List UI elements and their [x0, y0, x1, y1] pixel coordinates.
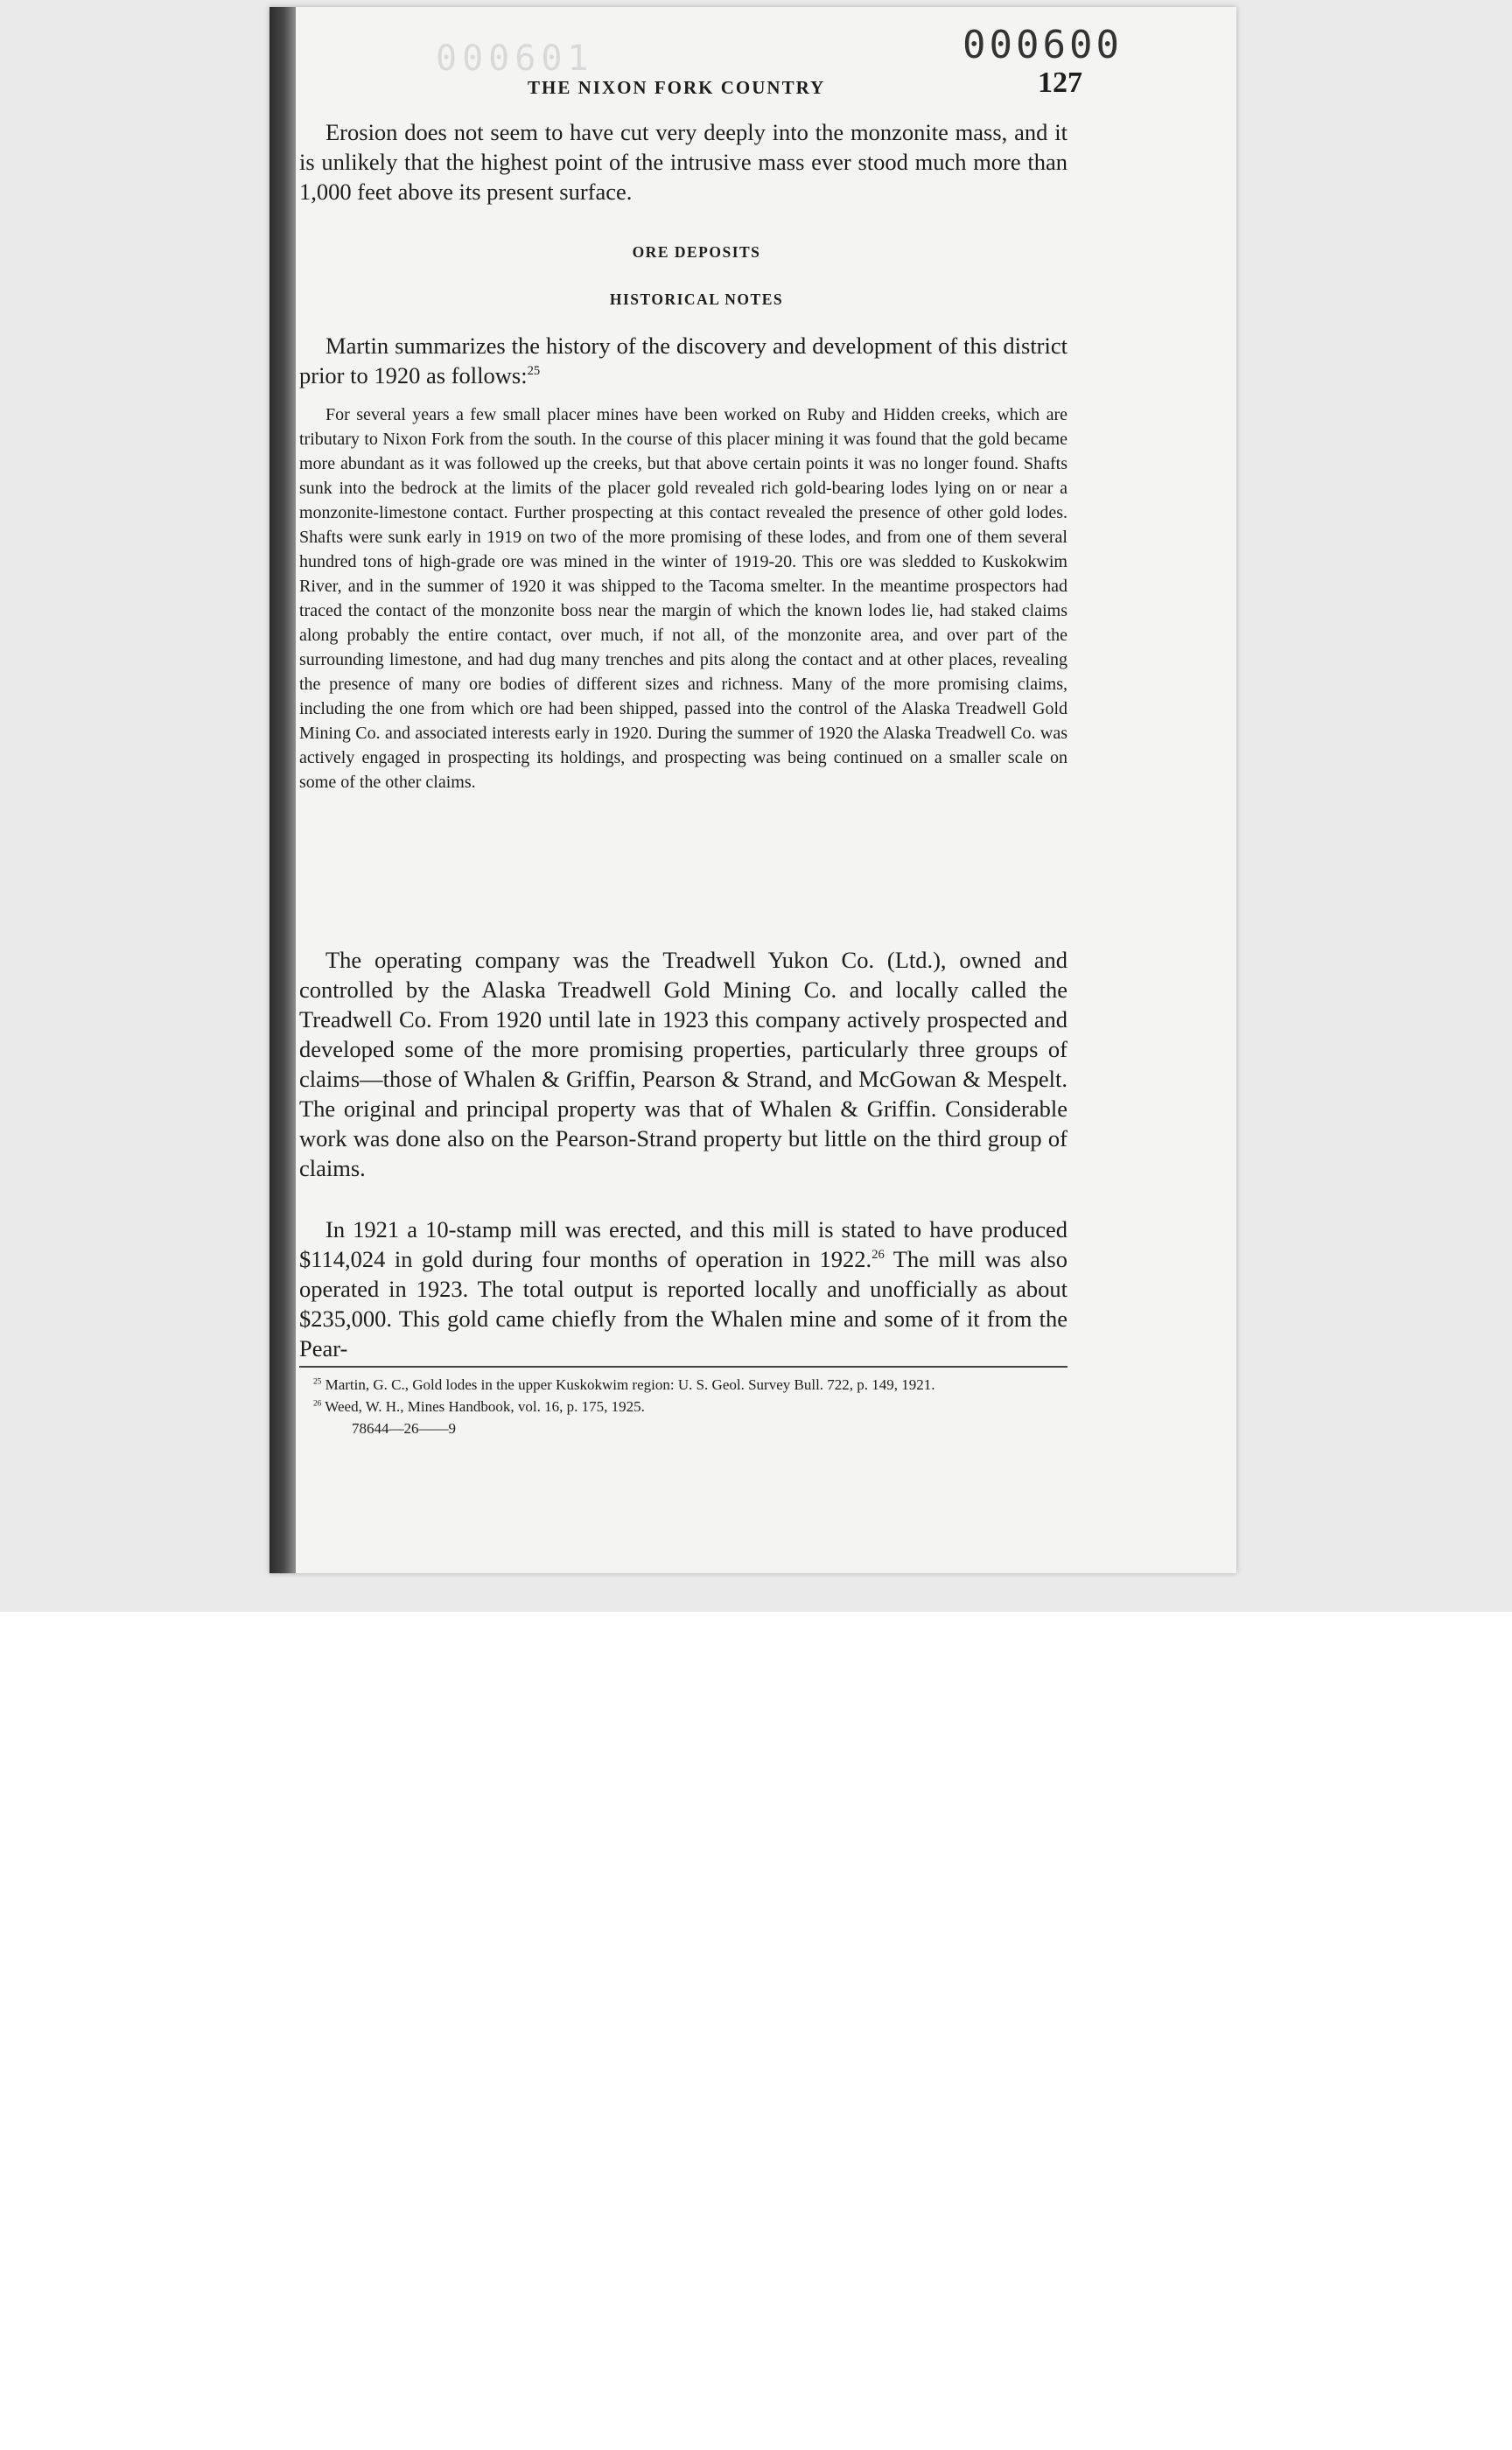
mill-text-before: In 1921 a 10-stamp mill was erected, and this mill is stated to have produced $114,024 in gold during four months of operation in 1922.: [299, 1216, 1068, 1272]
binding-shadow: [270, 7, 296, 1573]
footnote: [299, 1374, 1068, 1396]
print-code: 78644—26——9: [352, 1420, 456, 1437]
footnote-ref-26: 26: [872, 1248, 885, 1263]
footnotes: [299, 1374, 1068, 1439]
martin-intro-text: Martin summarizes the history of the discovery and development of this district prior to 1920 as follows:: [299, 332, 1068, 388]
footnote: [299, 1396, 1068, 1418]
footnote-marker: 26: [313, 1399, 322, 1409]
martin-intro-paragraph: [299, 331, 1068, 390]
subsection-heading: HISTORICAL NOTES: [609, 290, 784, 308]
running-head: THE NIXON FORK COUNTRY: [528, 77, 826, 98]
footnote-text: Martin, G. C., Gold lodes in the upper Kuskokwim region: U. S. Geol. Survey Bull. 722, p. 149, 1921.: [325, 1376, 935, 1393]
intro-paragraph: Erosion does not seem to have cut very deeply into the monzonite mass, and it is unlikely that the highest point of the intrusive mass ever stood much more than 1,000 feet above its present surface.: [299, 119, 1068, 205]
mill-paragraph: [299, 1214, 1068, 1363]
mill-text-after: The mill was also operated in 1923. The total output is reported locally and unofficially as about $235,000. This gold came chiefly from the Whalen mine and some of it from the Pear-: [299, 1246, 1068, 1362]
footnote-marker: 25: [313, 1377, 322, 1387]
quoted-paragraph: For several years a few small placer mines have been worked on Ruby and Hidden creeks, which are tributary to Nixon Fork from the south. In the course of this placer mining it was found that the gold became more abundant as it was followed up the creeks, but that above certain points it was no longer found. Shafts sunk into the bedrock at the limits of the placer gold revealed rich gold-bearing lodes lying on or near a monzonite-limestone contact. Further prospecting at this contact revealed the presence of other gold lodes. Shafts were sunk early in 1919 on two of the more promising of these lodes, and from one of them several hundred tons of high-grade ore was mined in the winter of 1919-20. This ore was sledded to Kuskokwim River, and in the summer of 1920 it was shipped to the Tacoma smelter. In the meantime prospectors had traced the contact of the monzonite boss near the margin of which the known lodes lie, had staked claims along probably the entire contact, over much, if not all, of the monzonite area, and over part of the surrounding limestone, and had dug many trenches and pits along the contact and at other places, revealing the presence of many ore bodies of different sizes and richness. Many of the more promising claims, including the one from which ore had been shipped, passed into the control of the Alaska Treadwell Gold Mining Co. and associated interests early in 1920. During the summer of 1920 the Alaska Treadwell Co. was actively engaged in prospecting its holdings, and prospecting was being continued on a smaller scale on some of the other claims.: [299, 405, 1068, 792]
page-stamp-number: 000600: [962, 23, 1123, 67]
blank-background: [0, 1612, 1512, 2450]
footnote-text: Weed, W. H., Mines Handbook, vol. 16, p. 175, 1925.: [325, 1398, 645, 1415]
page-number: 127: [1038, 66, 1082, 99]
company-paragraph: The operating company was the Treadwell Yukon Co. (Ltd.), owned and controlled by the Alaska Treadwell Gold Mining Co. and locally called the Treadwell Co. From 1920 until late in 1923 this company actively prospected and developed some of the more promising properties, particularly three groups of claims—those of Whalen & Griffin, Pearson & Strand, and McGowan & Mespelt. The original and principal property was that of Whalen & Griffin. Considerable work was done also on the Pearson-Strand property but little on the third group of claims.: [299, 947, 1068, 1181]
scanned-page: [270, 7, 1236, 1573]
bleed-through-stamp: 000601: [436, 38, 594, 79]
footnote-rule: [299, 1366, 1068, 1368]
footnote-ref-25: 25: [527, 364, 541, 379]
section-heading: ORE DEPOSITS: [632, 243, 761, 261]
